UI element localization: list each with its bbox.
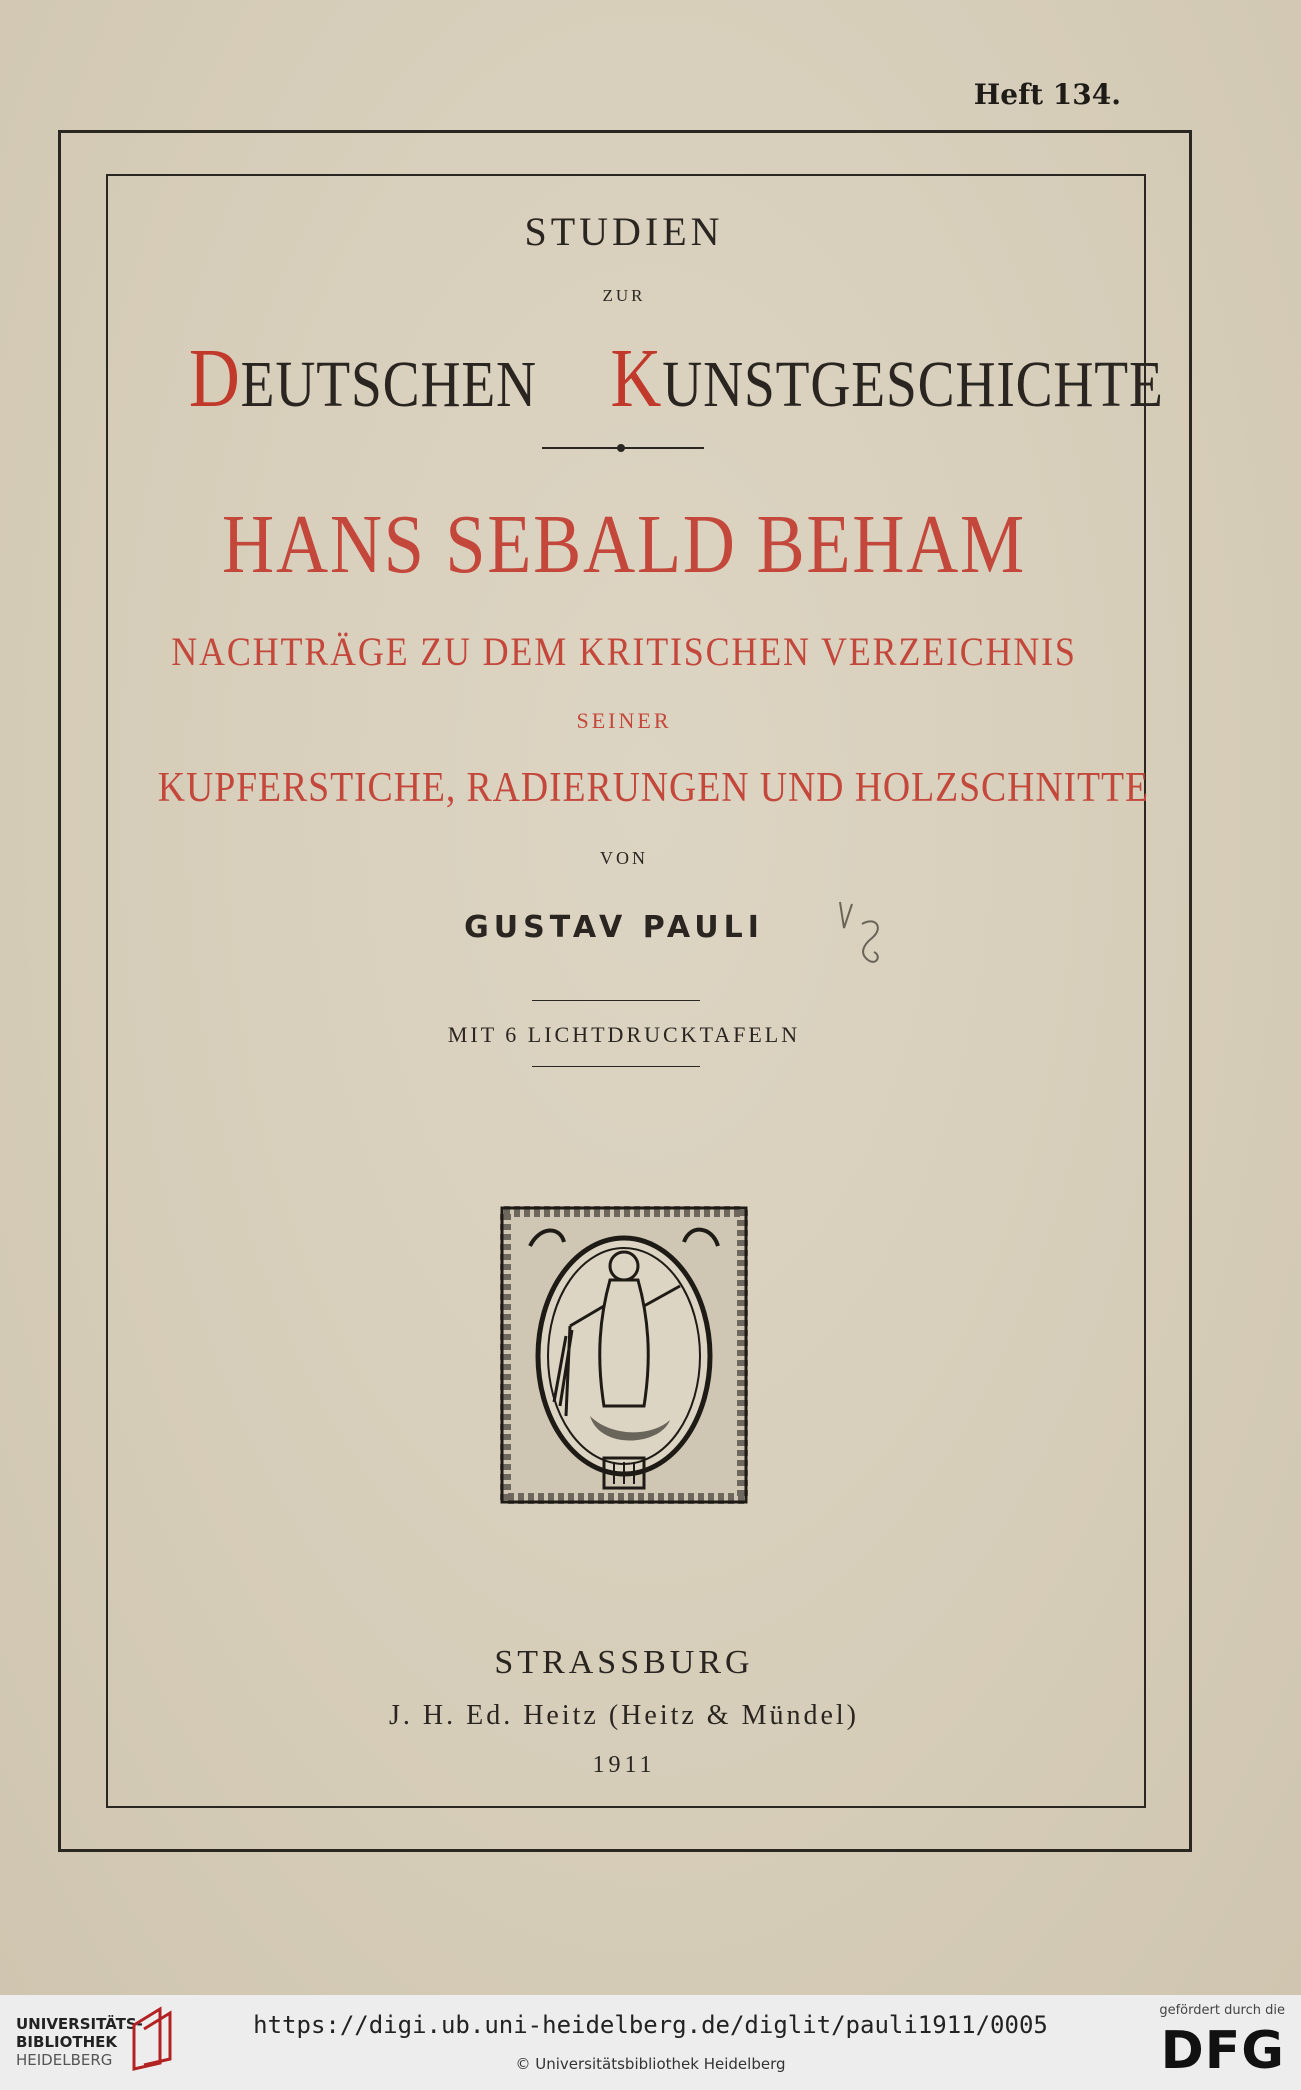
woodcut-emblem-icon bbox=[500, 1206, 748, 1504]
handwritten-mark-icon bbox=[832, 894, 902, 974]
footer-bar bbox=[0, 1995, 1301, 2090]
dfg-logo[interactable]: DFG bbox=[1160, 2021, 1285, 2081]
series-zur: ZUR bbox=[602, 286, 646, 305]
publication-year: 1911 bbox=[592, 1752, 656, 1778]
library-line-2: BIBLIOTHEK bbox=[16, 2033, 117, 2051]
series-initial-k: K bbox=[610, 332, 663, 425]
series-title bbox=[188, 330, 1164, 427]
rule-above-plates bbox=[532, 1000, 700, 1001]
subtitle-line-2: SEINER bbox=[576, 708, 672, 733]
funding-label: gefördert durch die bbox=[1159, 2003, 1285, 2018]
publisher-name: J. H. Ed. Heitz (Heitz & Mündel) bbox=[388, 1700, 860, 1731]
issue-number: Heft 134. bbox=[973, 78, 1121, 111]
series-studien: STUDIEN bbox=[524, 209, 724, 254]
subtitle-line-3: KUPFERSTICHE, RADIERUNGEN UND HOLZSCHNITTE bbox=[157, 765, 1149, 811]
library-line-1: UNIVERSITÄTS- bbox=[16, 2015, 143, 2033]
series-word-deutschen: EUTSCHEN bbox=[240, 348, 537, 421]
permalink-url[interactable]: https://digi.ub.uni-heidelberg.de/diglit/pauli1911/0005 bbox=[253, 2011, 1048, 2039]
title-page-content bbox=[106, 174, 1164, 1804]
series-word-kunstgeschichte: UNSTGESCHICHTE bbox=[662, 348, 1164, 421]
von-label: VON bbox=[600, 848, 648, 868]
library-line-3: HEIDELBERG bbox=[16, 2051, 113, 2069]
copyright-text: © Universitätsbibliothek Heidelberg bbox=[515, 2055, 786, 2073]
main-title: HANS SEBALD BEHAM bbox=[222, 498, 1026, 591]
publisher-city: STRASSBURG bbox=[494, 1644, 754, 1681]
series-initial-d: D bbox=[188, 332, 241, 425]
ornament-dot bbox=[617, 444, 625, 452]
subtitle-line-1: NACHTRÄGE ZU DEM KRITISCHEN VERZEICHNIS bbox=[171, 629, 1077, 674]
author-name: GUSTAV PAULI bbox=[464, 910, 764, 945]
rule-below-plates bbox=[532, 1066, 700, 1067]
ornament-rule bbox=[542, 447, 704, 449]
plates-note: MIT 6 LICHTDRUCKTAFELN bbox=[447, 1022, 801, 1047]
